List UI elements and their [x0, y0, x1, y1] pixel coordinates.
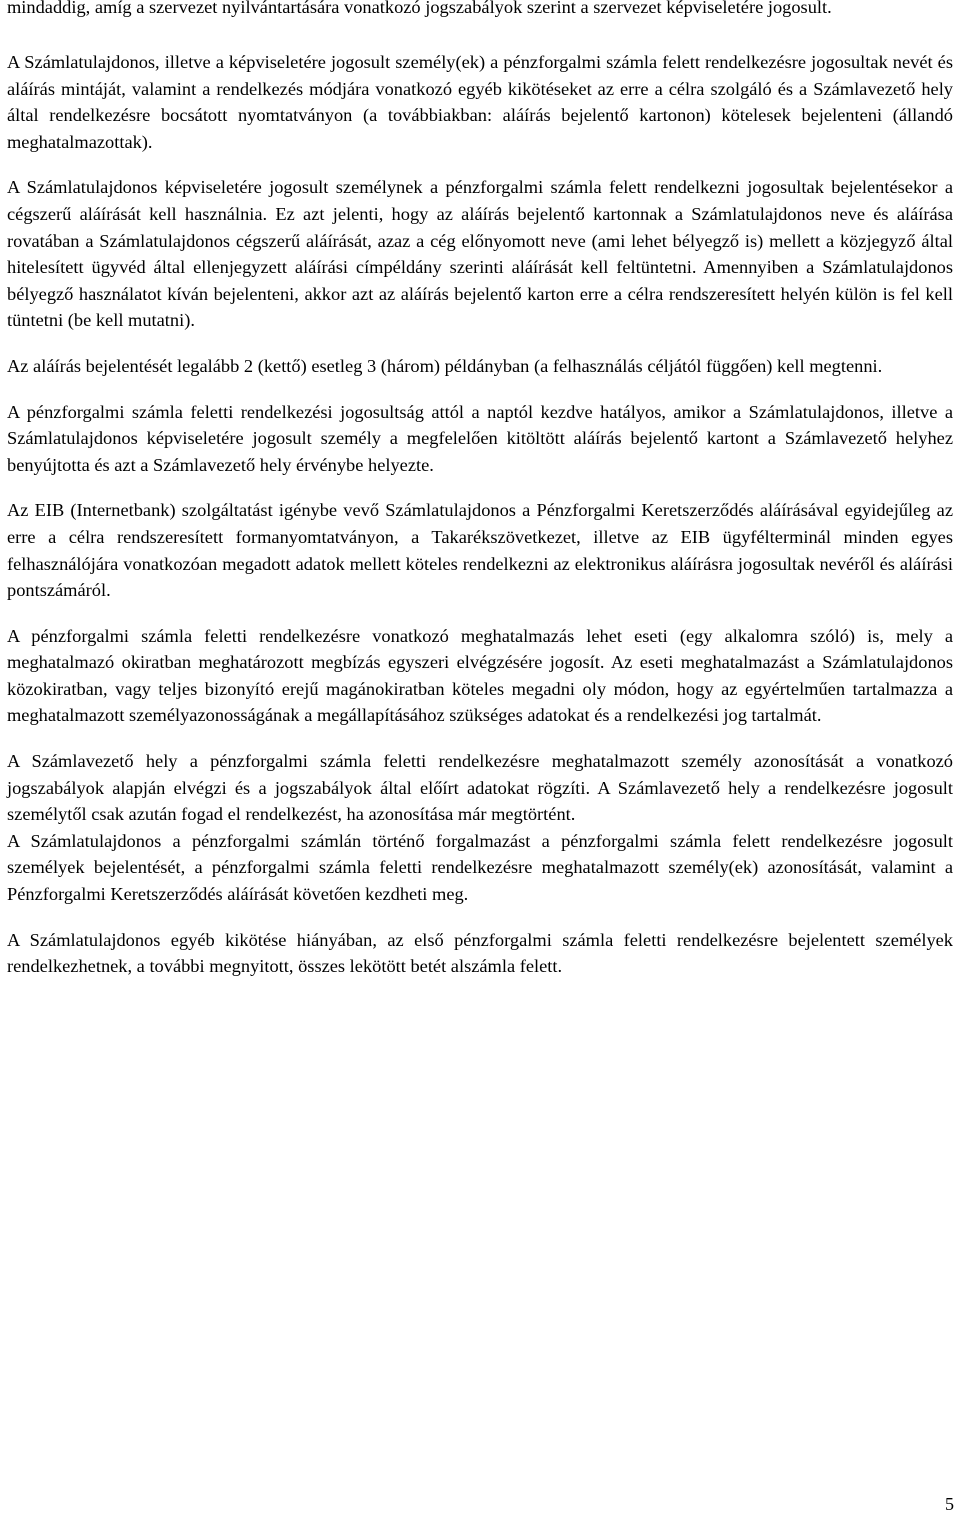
paragraph-start-of-transactions: A Számlatulajdonos a pénzforgalmi számlán történő forgalmazást a pénzforgalmi számla felett rendelkezésre jogosult személyek bejelentését, a pénzforgalmi számla feletti rendelkezésre meghatalmazott személy(ek) azonosítását, valamint a Pénzforgalmi Keretszerződés aláírását követően kezdheti meg. — [7, 830, 953, 905]
page-number: 5 — [945, 1494, 954, 1514]
paragraph-signature-registration: A Számlatulajdonos, illetve a képviseletére jogosult személy(ek) a pénzforgalmi számla felett rendelkezésre jogosultak nevét és aláírás mintáját, valamint a rendelkezés módjára vonatkozó egyéb kikötéseket az erre a célra szolgáló és a Számlavezető hely által rendelkezésre bocsátott nyomtatványon (a továbbiakban: aláírás bejelentő kartonon) kötelesek bejelenteni (állandó meghatalmazottak). — [7, 52, 953, 152]
paragraph-internetbank: Az EIB (Internetbank) szolgáltatást igénybe vevő Számlatulajdonos a Pénzforgalmi Keretszerződés aláírásával egyidejűleg az erre a célra rendszeresített formanyomtatványon, a Takarékszövetkezet, illetve az EIB ügyfélterminál minden egyes felhasználójára vonatkozóan megadott adatok mellett köteles rendelkezni az elektronikus aláírásra jogosultak nevéről és aláírási pontszámáról. — [7, 500, 953, 601]
document-body — [7, 49, 953, 999]
paragraph-company-signature: A Számlatulajdonos képviseletére jogosult személynek a pénzforgalmi számla felett rendelkezni jogosultak bejelentésekor a cégszerű aláírását kell használnia. Ez azt jelenti, hogy az aláírás bejelentő kartonnak a Számlatulajdonos neve és aláírása rovatában a Számlatulajdonos cégszerű aláírását, azaz a cég előnyomott neve (ami lehet bélyegző is) mellett a közjegyző által hitelesített ügyvéd által ellenjegyzett aláírási címpéldány szerinti aláírását kell feltüntetni. Amennyiben a Számlatulajdonos bélyegző használatot kíván bejelenteni, akkor azt az aláírás bejelentő karton erre a célra rendszeresített helyén külön is fel kell tüntetni (be kell mutatni). — [7, 177, 953, 331]
paragraph-effective-date: A pénzforgalmi számla feletti rendelkezési jogosultság attól a naptól kezdve hatályos, amikor a Számlatulajdonos, illetve a Számlatulajdonos képviseletére jogosult személy a megfelelően kitöltött aláírás bejelentő kartont a Számlavezető helyhez benyújtotta és azt a Számlavezető hely érvénybe helyezte. — [7, 401, 953, 475]
paragraph-one-time-authorization: A pénzforgalmi számla feletti rendelkezésre vonatkozó meghatalmazás lehet eseti (egy alkalomra szóló) is, mely a meghatalmazó okiratban meghatározott megbízás egyszeri elvégzésére jogosít. Az eseti meghatalmazást a Számlatulajdonos közokiratban, vagy teljes bizonyító erejű magánokiratban köteles megadni oly módon, hogy az egyértelműen tartalmazza a meghatalmazott személyazonosságának a megállapításához szükséges adatokat és a rendelkezési jog tartalmát. — [7, 625, 953, 726]
paragraph-default-authorization: A Számlatulajdonos egyéb kikötése hiányában, az első pénzforgalmi számla feletti rendelkezésre bejelentett személyek rendelkezhetnek, a további megnyitott, összes lekötött betét alszámla felett. — [7, 929, 953, 977]
paragraph-continuation: mindaddig, amíg a szervezet nyilvántartására vonatkozó jogszabályok szerint a szervezet képviseletére jogosult. — [7, 0, 832, 17]
paragraph-copies: Az aláírás bejelentését legalább 2 (kettő) esetleg 3 (három) példányban (a felhasználás céljától függően) kell megtenni. — [7, 355, 883, 376]
paragraph-identification: A Számlavezető hely a pénzforgalmi számla feletti rendelkezésre meghatalmazott személy azonosítását a vonatkozó jogszabályok alapján elvégzi és a jogszabályok által előírt adatokat rögzíti. A Számlavezető hely a rendelkezésre jogosult személytől csak azután fogad el rendelkezést, ha azonosítása már megtörtént. — [7, 751, 953, 825]
